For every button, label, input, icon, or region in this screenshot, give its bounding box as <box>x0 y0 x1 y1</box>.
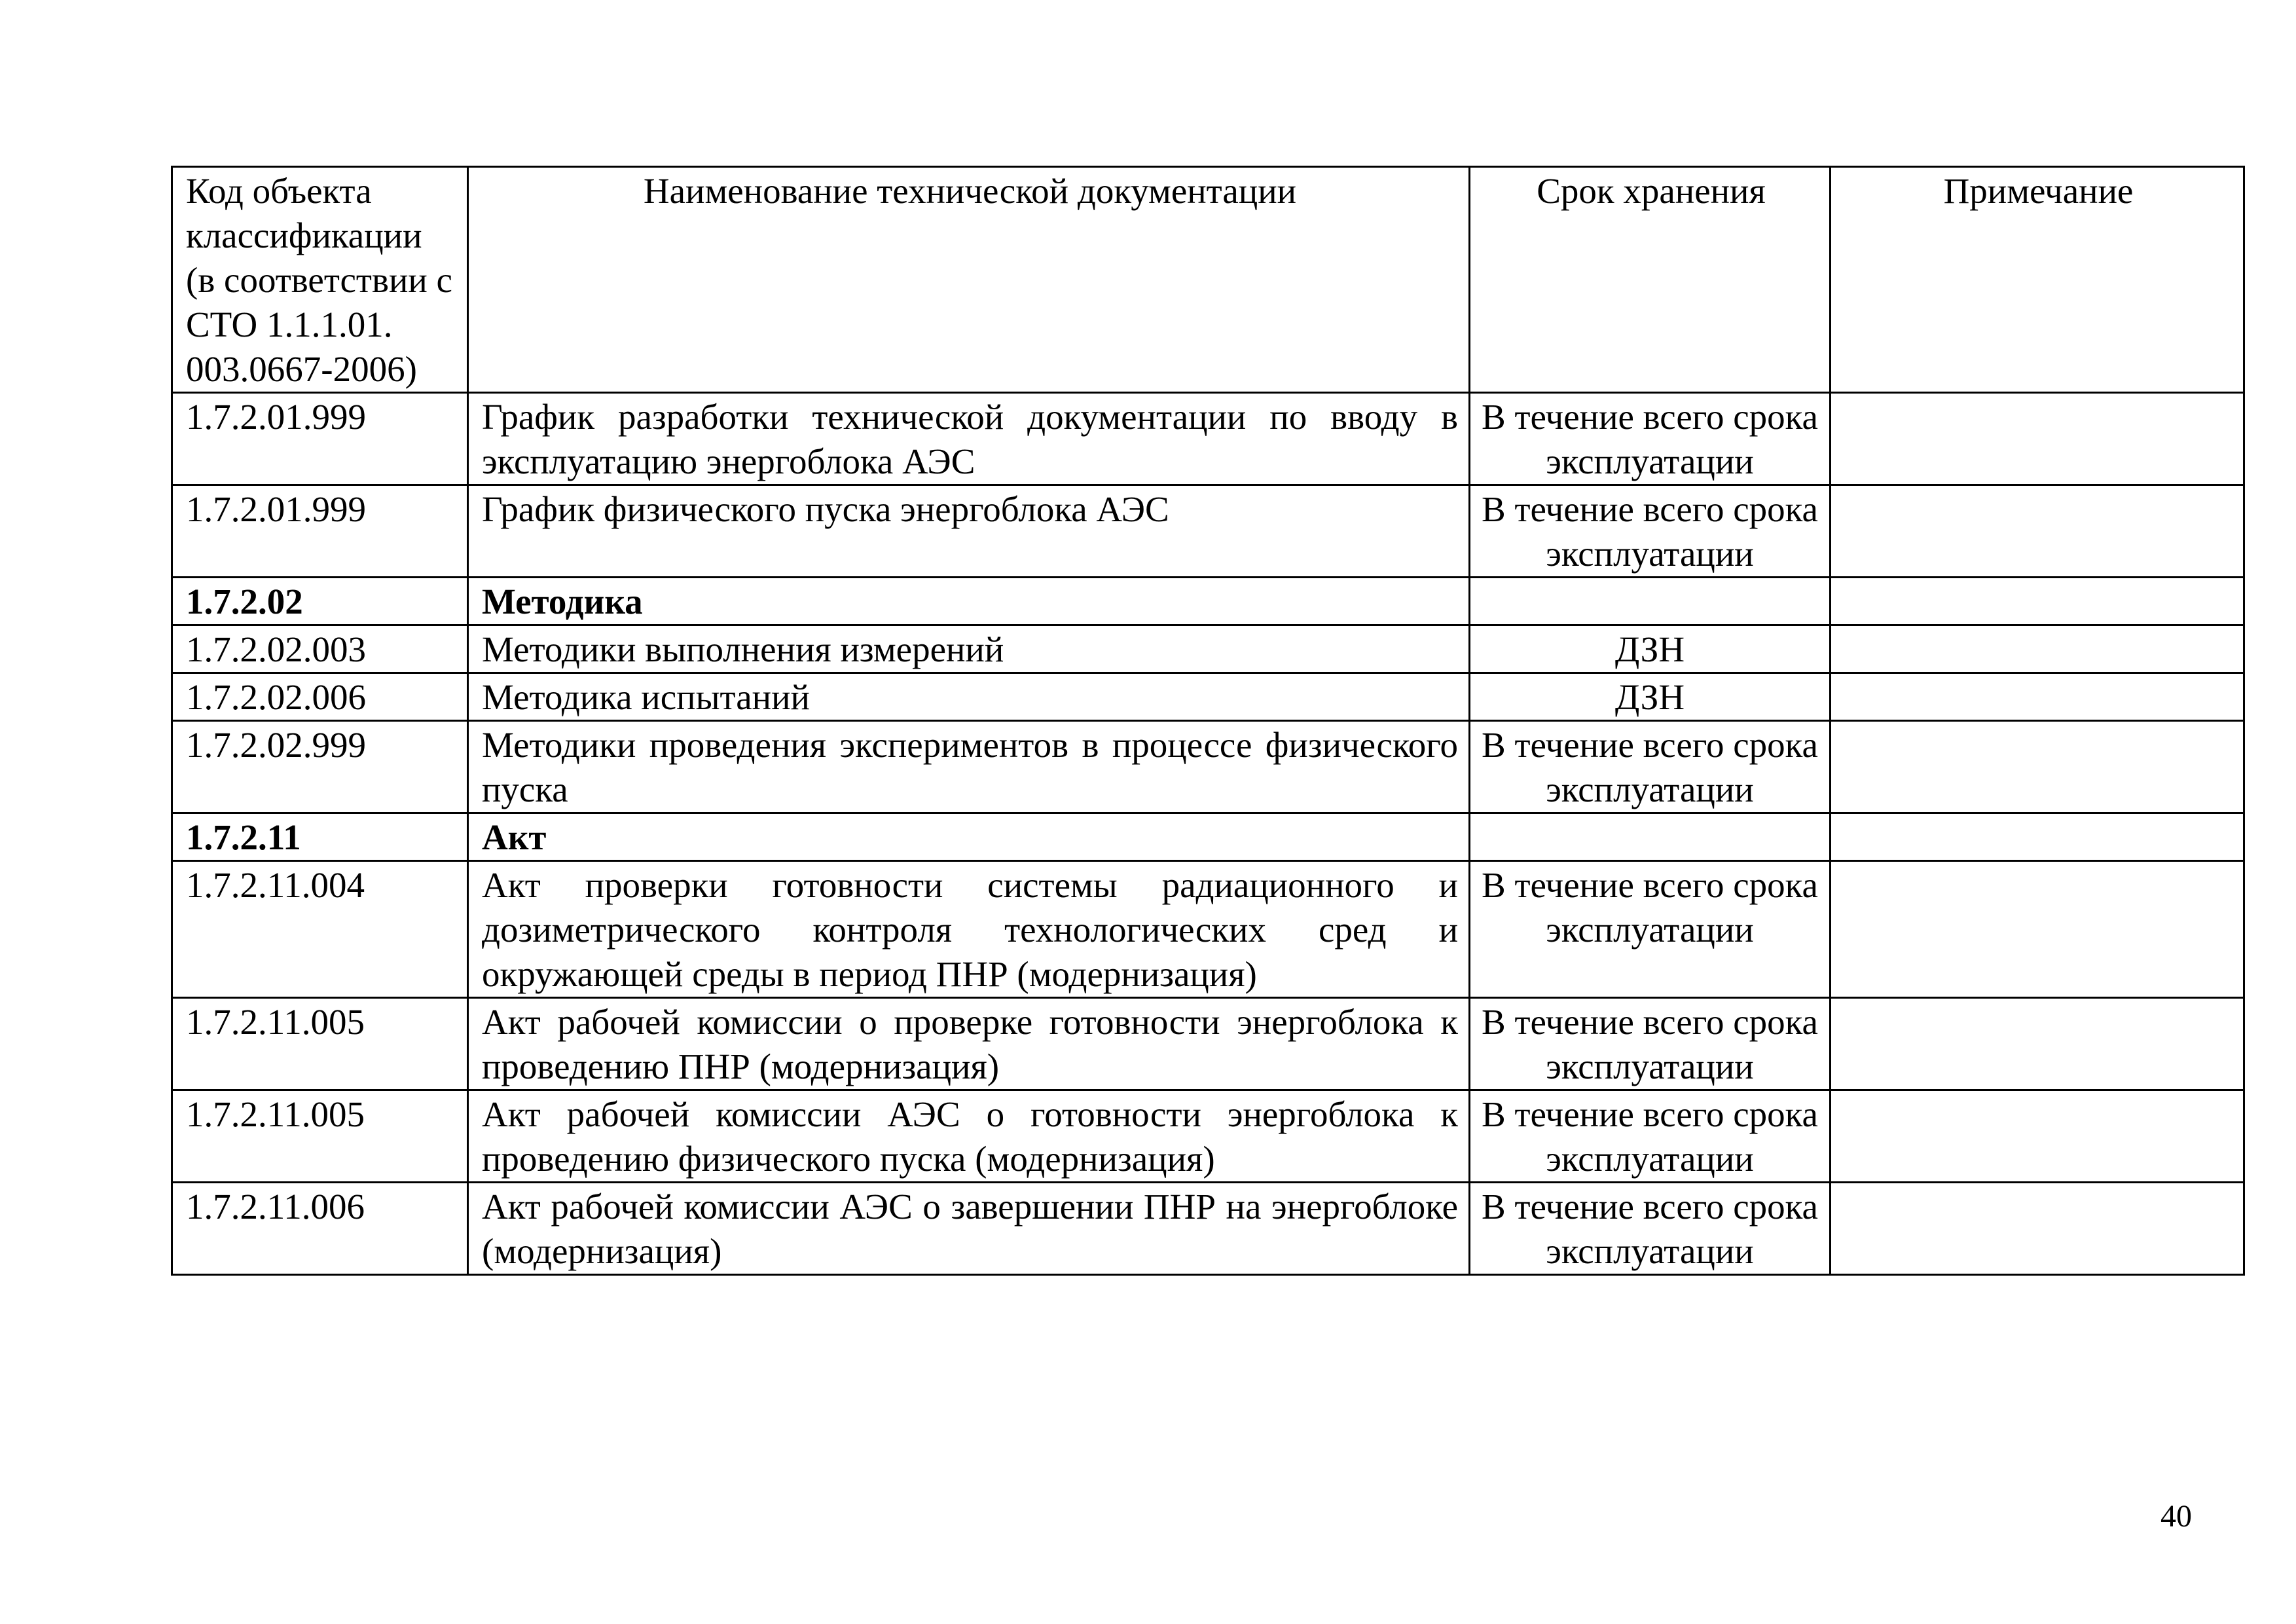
row-term <box>1470 813 1831 861</box>
row-code: 1.7.2.01.999 <box>172 485 468 578</box>
row-note <box>1831 721 2244 813</box>
header-term: Срок хранения <box>1470 167 1831 393</box>
table-row <box>172 998 2244 1090</box>
row-note <box>1831 1183 2244 1275</box>
header-note: Примечание <box>1831 167 2244 393</box>
table-row <box>172 861 2244 998</box>
row-note <box>1831 813 2244 861</box>
row-term: В течение всего срока эксплуатации <box>1470 485 1831 578</box>
header-name: Наименование технической документации <box>468 167 1470 393</box>
page-number: 40 <box>2160 1499 2192 1534</box>
row-name: Акт проверки готовности системы радиационного и дозиметрического контроля технологических сред и окружающей среды в период ПНР (модернизация) <box>468 861 1470 998</box>
row-term: В течение всего срока эксплуатации <box>1470 861 1831 998</box>
row-code: 1.7.2.02.003 <box>172 625 468 673</box>
row-code: 1.7.2.02.006 <box>172 673 468 721</box>
row-term: В течение всего срока эксплуатации <box>1470 1183 1831 1275</box>
row-note <box>1831 393 2244 485</box>
row-name: График физического пуска энергоблока АЭС <box>468 485 1470 578</box>
row-code: 1.7.2.11.004 <box>172 861 468 998</box>
row-code: 1.7.2.02.999 <box>172 721 468 813</box>
table-row <box>172 1090 2244 1183</box>
section-name: Акт <box>468 813 1470 861</box>
row-code: 1.7.2.11.005 <box>172 1090 468 1183</box>
section-code: 1.7.2.02 <box>172 578 468 625</box>
row-name: Методики проведения экспериментов в процессе физического пуска <box>468 721 1470 813</box>
section-name: Методика <box>468 578 1470 625</box>
table-row <box>172 485 2244 578</box>
table-row <box>172 721 2244 813</box>
row-code: 1.7.2.11.006 <box>172 1183 468 1275</box>
row-note <box>1831 998 2244 1090</box>
section-row <box>172 578 2244 625</box>
row-code: 1.7.2.11.005 <box>172 998 468 1090</box>
row-term: В течение всего срока эксплуатации <box>1470 393 1831 485</box>
row-term <box>1470 578 1831 625</box>
documentation-table <box>171 166 2245 1276</box>
row-term: ДЗН <box>1470 625 1831 673</box>
row-note <box>1831 861 2244 998</box>
row-name: График разработки технической документации по вводу в эксплуатацию энергоблока АЭС <box>468 393 1470 485</box>
row-note <box>1831 673 2244 721</box>
table-row <box>172 393 2244 485</box>
section-code: 1.7.2.11 <box>172 813 468 861</box>
row-note <box>1831 578 2244 625</box>
header-code: Код объекта классификации (в соответствии с СТО 1.1.1.01. 003.0667-2006) <box>172 167 468 393</box>
row-name: Методика испытаний <box>468 673 1470 721</box>
row-note <box>1831 625 2244 673</box>
section-row <box>172 813 2244 861</box>
row-term: В течение всего срока эксплуатации <box>1470 998 1831 1090</box>
row-term: В течение всего срока эксплуатации <box>1470 1090 1831 1183</box>
table-header-row <box>172 167 2244 393</box>
row-note <box>1831 1090 2244 1183</box>
row-name: Методики выполнения измерений <box>468 625 1470 673</box>
row-name: Акт рабочей комиссии АЭС о готовности энергоблока к проведению физического пуска (модернизация) <box>468 1090 1470 1183</box>
row-name: Акт рабочей комиссии о проверке готовности энергоблока к проведению ПНР (модернизация) <box>468 998 1470 1090</box>
row-name: Акт рабочей комиссии АЭС о завершении ПНР на энергоблоке (модернизация) <box>468 1183 1470 1275</box>
table-row <box>172 673 2244 721</box>
table-row <box>172 1183 2244 1275</box>
row-note <box>1831 485 2244 578</box>
row-term: В течение всего срока эксплуатации <box>1470 721 1831 813</box>
row-term: ДЗН <box>1470 673 1831 721</box>
table-row <box>172 625 2244 673</box>
row-code: 1.7.2.01.999 <box>172 393 468 485</box>
